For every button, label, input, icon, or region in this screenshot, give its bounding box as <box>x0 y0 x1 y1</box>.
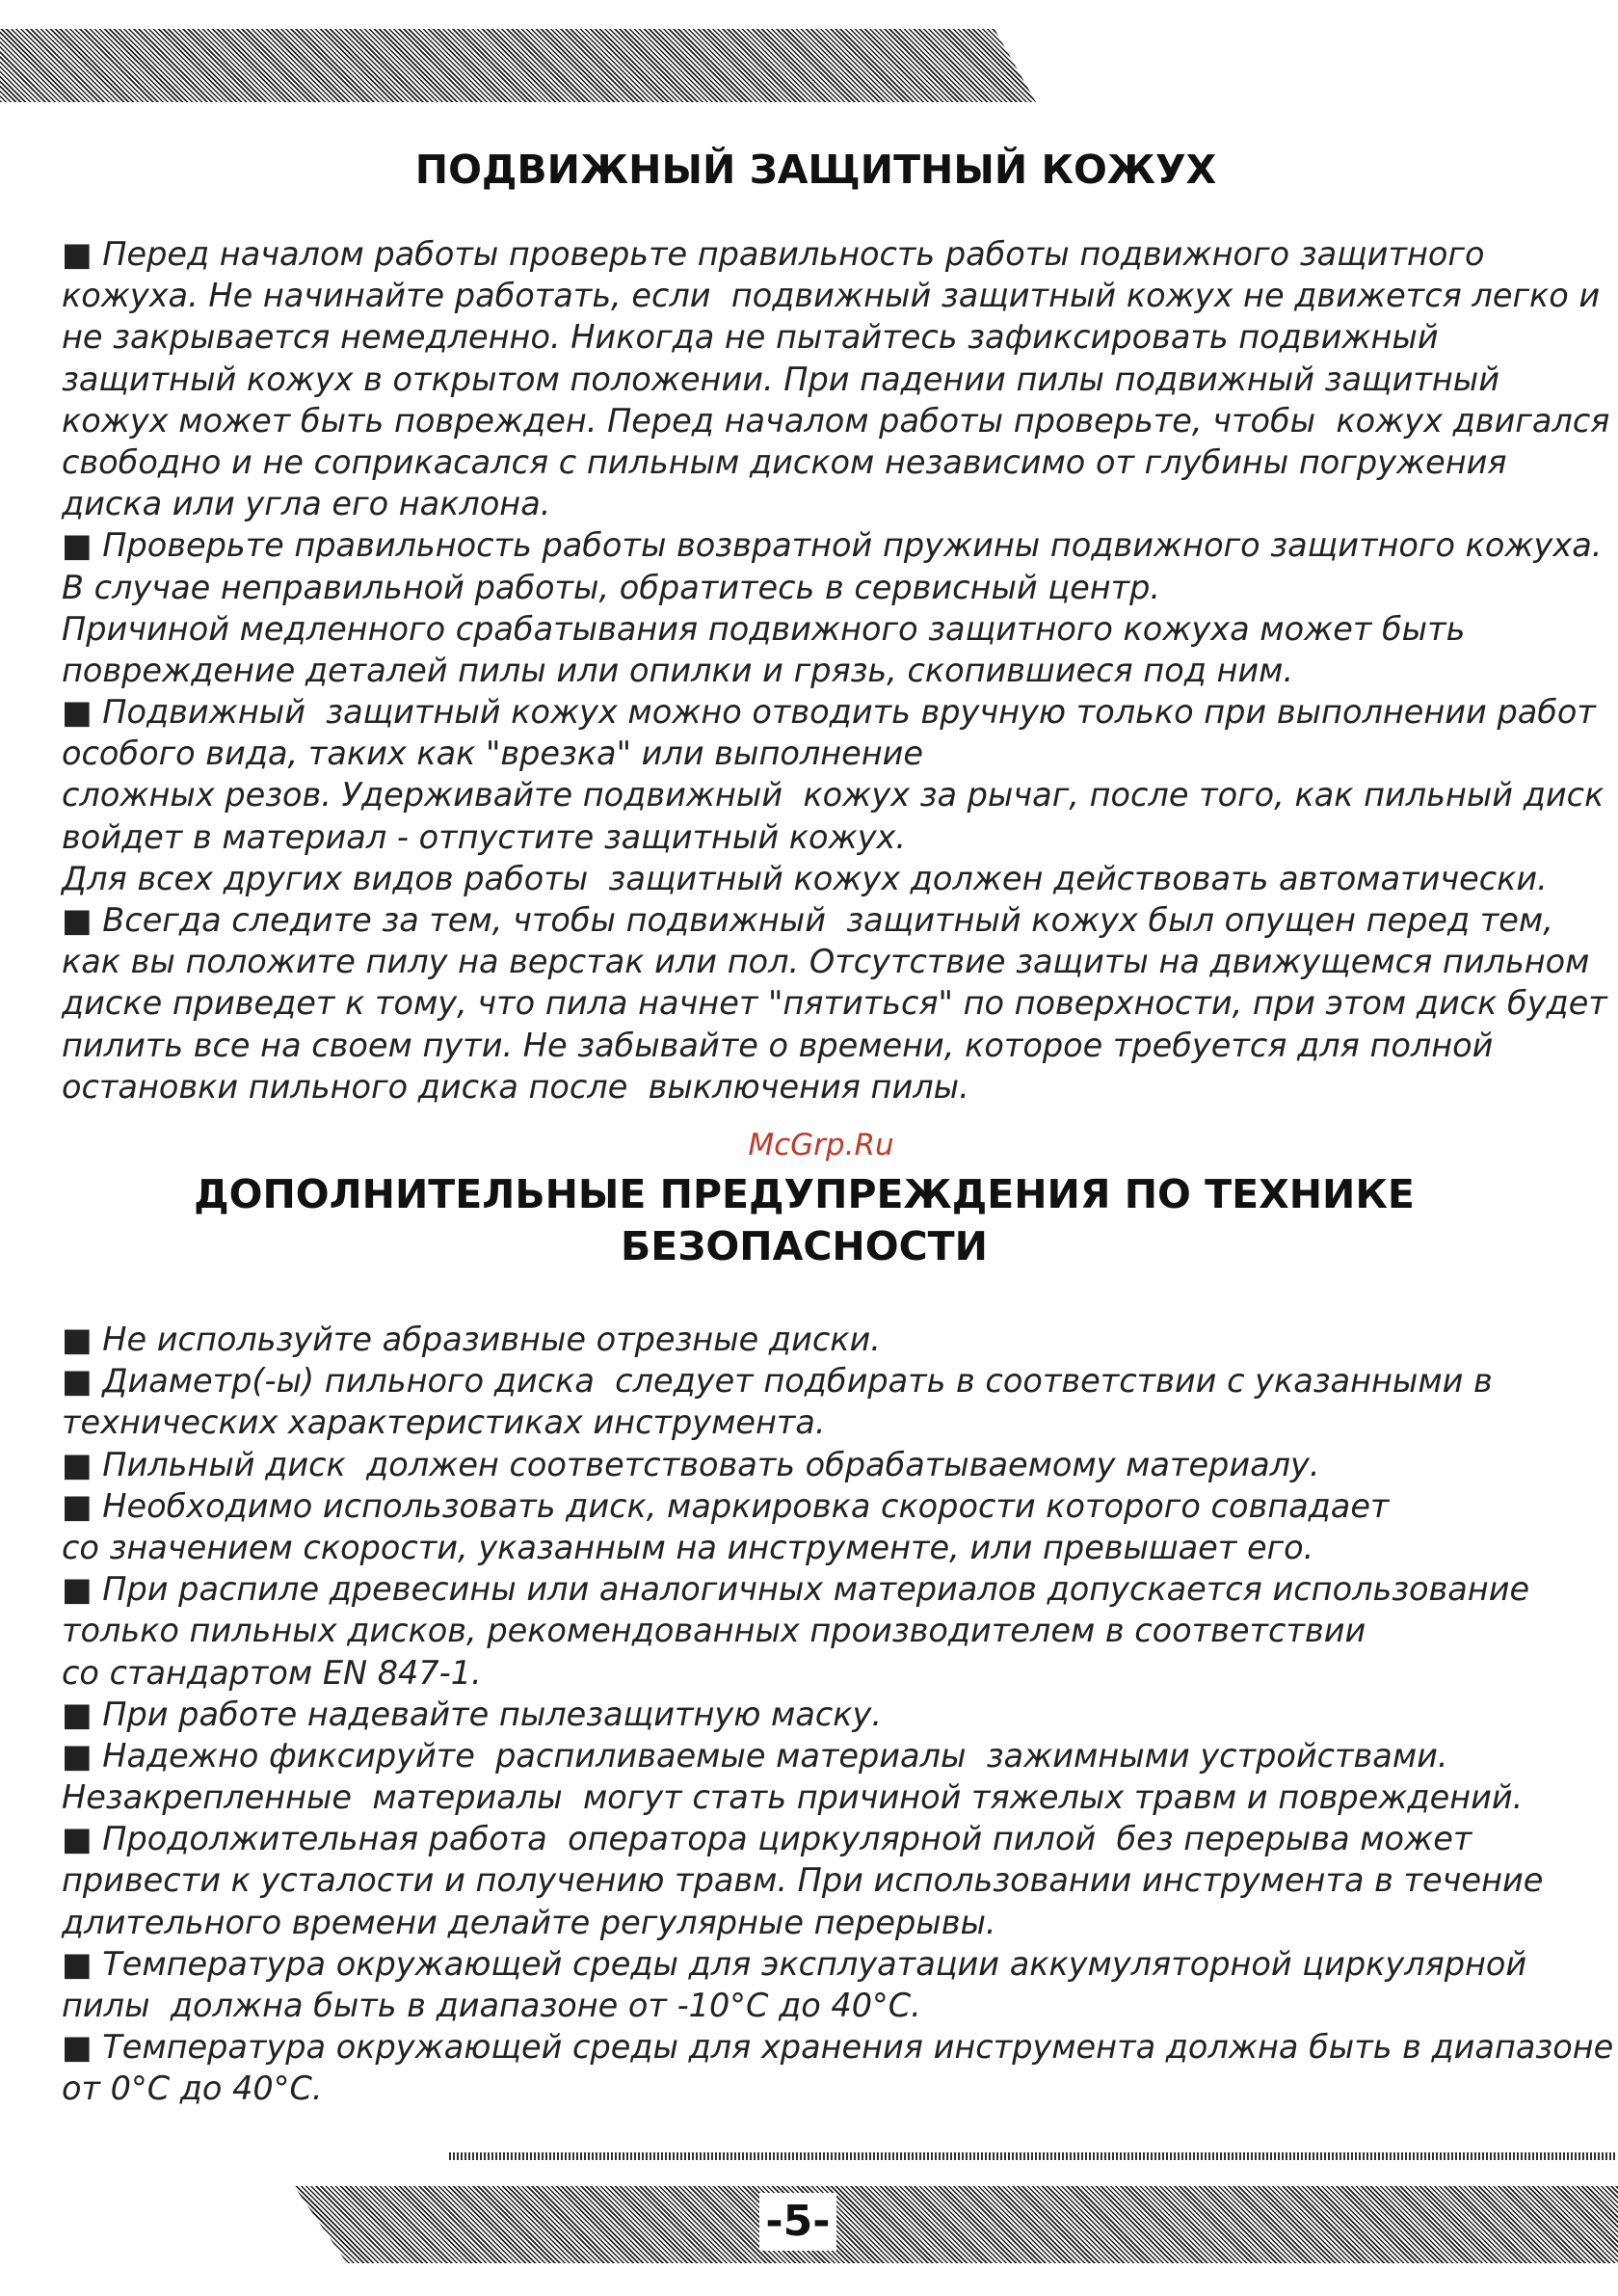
body-text-line: ■ Надежно фиксируйте распиливаемые материалы зажимными устройствами. <box>62 1736 1448 1775</box>
body-text-line: ■ Не используйте абразивные отрезные диски. <box>62 1321 881 1358</box>
page-number: -5- <box>759 2193 836 2251</box>
section-body-moving-guard <box>62 233 1610 1108</box>
section-body-additional-warnings <box>62 1319 1614 2110</box>
body-text-line: защитный кожух в открытом положении. При падении пилы подвижный защитный <box>62 360 1499 398</box>
body-text-line: ■ Продолжительная работа оператора циркулярной пилой без перерыва может <box>62 1820 1472 1858</box>
section-title-additional-warnings <box>0 1168 1613 1272</box>
body-text-line: длительного времени делайте регулярные перерывы. <box>62 1903 996 1941</box>
body-text-line: диске приведет к тому, что пила начнет "пятиться" по поверхности, при этом диск будет <box>62 984 1607 1023</box>
section-title-moving-guard: ПОДВИЖНЫЙ ЗАЩИТНЫЙ КОЖУХ <box>414 147 1217 193</box>
body-text-line: пилить все на своем пути. Не забывайте о времени, которое требуется для полной <box>62 1026 1494 1064</box>
body-text-line: Для всех других видов работы защитный кожух должен действовать автоматически. <box>62 859 1548 897</box>
body-text-line: войдет в материал - отпустите защитный кожух. <box>62 817 907 856</box>
section-title-line-1: ДОПОЛНИТЕЛЬНЫЕ ПРЕДУПРЕЖДЕНИЯ ПО ТЕХНИКЕ <box>194 1171 1415 1217</box>
footer-hatch-band <box>294 2186 1618 2263</box>
header-hatch-band <box>0 29 1036 102</box>
body-text-line: кожух может быть поврежден. Перед началом работы проверьте, чтобы кожух двигался <box>62 401 1610 440</box>
body-text-line: ■ Температура окружающей среды для эксплуатации аккумуляторной циркулярной <box>62 1944 1527 1983</box>
body-text-line: сложных резов. Удерживайте подвижный кожух за рычаг, после того, как пильный диск <box>62 776 1605 814</box>
body-text-line: Незакрепленные материалы могут стать причиной тяжелых травм и повреждений. <box>62 1778 1524 1817</box>
body-text-line: Причиной медленного срабатывания подвижного защитного кожуха может быть <box>62 609 1466 648</box>
body-text-line: свободно и не соприкасался с пильным диском независимо от глубины погружения <box>62 442 1507 481</box>
body-text-line: не закрывается немедленно. Никогда не пытайтесь зафиксировать подвижный <box>62 318 1439 357</box>
body-text-line: как вы положите пилу на верстак или пол. Отсутствие защиты на движущемся пильном <box>62 943 1590 981</box>
body-text-line: ■ Проверьте правильность работы возвратной пружины подвижного защитного кожуха. <box>62 526 1603 565</box>
body-text-line: ■ Перед началом работы проверьте правильность работы подвижного защитного <box>62 235 1485 273</box>
footer-dotted-rule <box>449 2152 1615 2160</box>
body-text-line: ■ Температура окружающей среды для хранения инструмента должна быть в диапазоне <box>62 2028 1614 2067</box>
body-text-line: технических характеристиках инструмента. <box>62 1403 826 1442</box>
body-text-line: В случае неправильной работы, обратитесь в сервисный центр. <box>62 568 1161 606</box>
body-text-line: ■ Пильный диск должен соответствовать обрабатываемому материалу. <box>62 1445 1320 1483</box>
body-text-line: только пильных дисков, рекомендованных производителем в соответствии <box>62 1612 1366 1650</box>
body-text-line: остановки пильного диска после выключения пилы. <box>62 1067 969 1106</box>
body-text-line: пилы должна быть в диапазоне от -10°C до 40°C. <box>62 1987 921 2024</box>
body-text-line: ■ При работе надевайте пылезащитную маску. <box>62 1695 882 1733</box>
body-text-line: от 0°C до 40°C. <box>62 2069 323 2108</box>
body-text-line: диска или угла его наклона. <box>62 485 551 523</box>
body-text-line: со стандартом EN 847-1. <box>62 1653 482 1692</box>
body-text-line: ■ Необходимо использовать диск, маркировка скорости которого совпадает <box>62 1486 1390 1525</box>
body-text-line: ■ Подвижный защитный кожух можно отводить вручную только при выполнении работ <box>62 693 1596 732</box>
section-title-line-2: БЕЗОПАСНОСТИ <box>621 1223 988 1269</box>
body-text-line: ■ При распиле древесины или аналогичных материалов допускается использование <box>62 1570 1530 1609</box>
body-text-line: со значением скорости, указанным на инструменте, или превышает его. <box>62 1528 1314 1566</box>
body-text-line: кожуха. Не начинайте работать, если подвижный защитный кожух не движется легко и <box>62 277 1601 315</box>
body-text-line: повреждение деталей пилы или опилки и грязь, скопившиеся под ним. <box>62 651 1294 689</box>
watermark-text: McGrp.Ru <box>748 1128 894 1162</box>
body-text-line: ■ Всегда следите за тем, чтобы подвижный защитный кожух был опущен перед тем, <box>62 901 1553 939</box>
body-text-line: особого вида, таких как "врезка" или выполнение <box>62 734 924 773</box>
body-text-line: привести к усталости и получению травм. При использовании инструмента в течение <box>62 1861 1544 1900</box>
body-text-line: ■ Диаметр(-ы) пильного диска следует подбирать в соответствии с указанными в <box>62 1362 1493 1401</box>
